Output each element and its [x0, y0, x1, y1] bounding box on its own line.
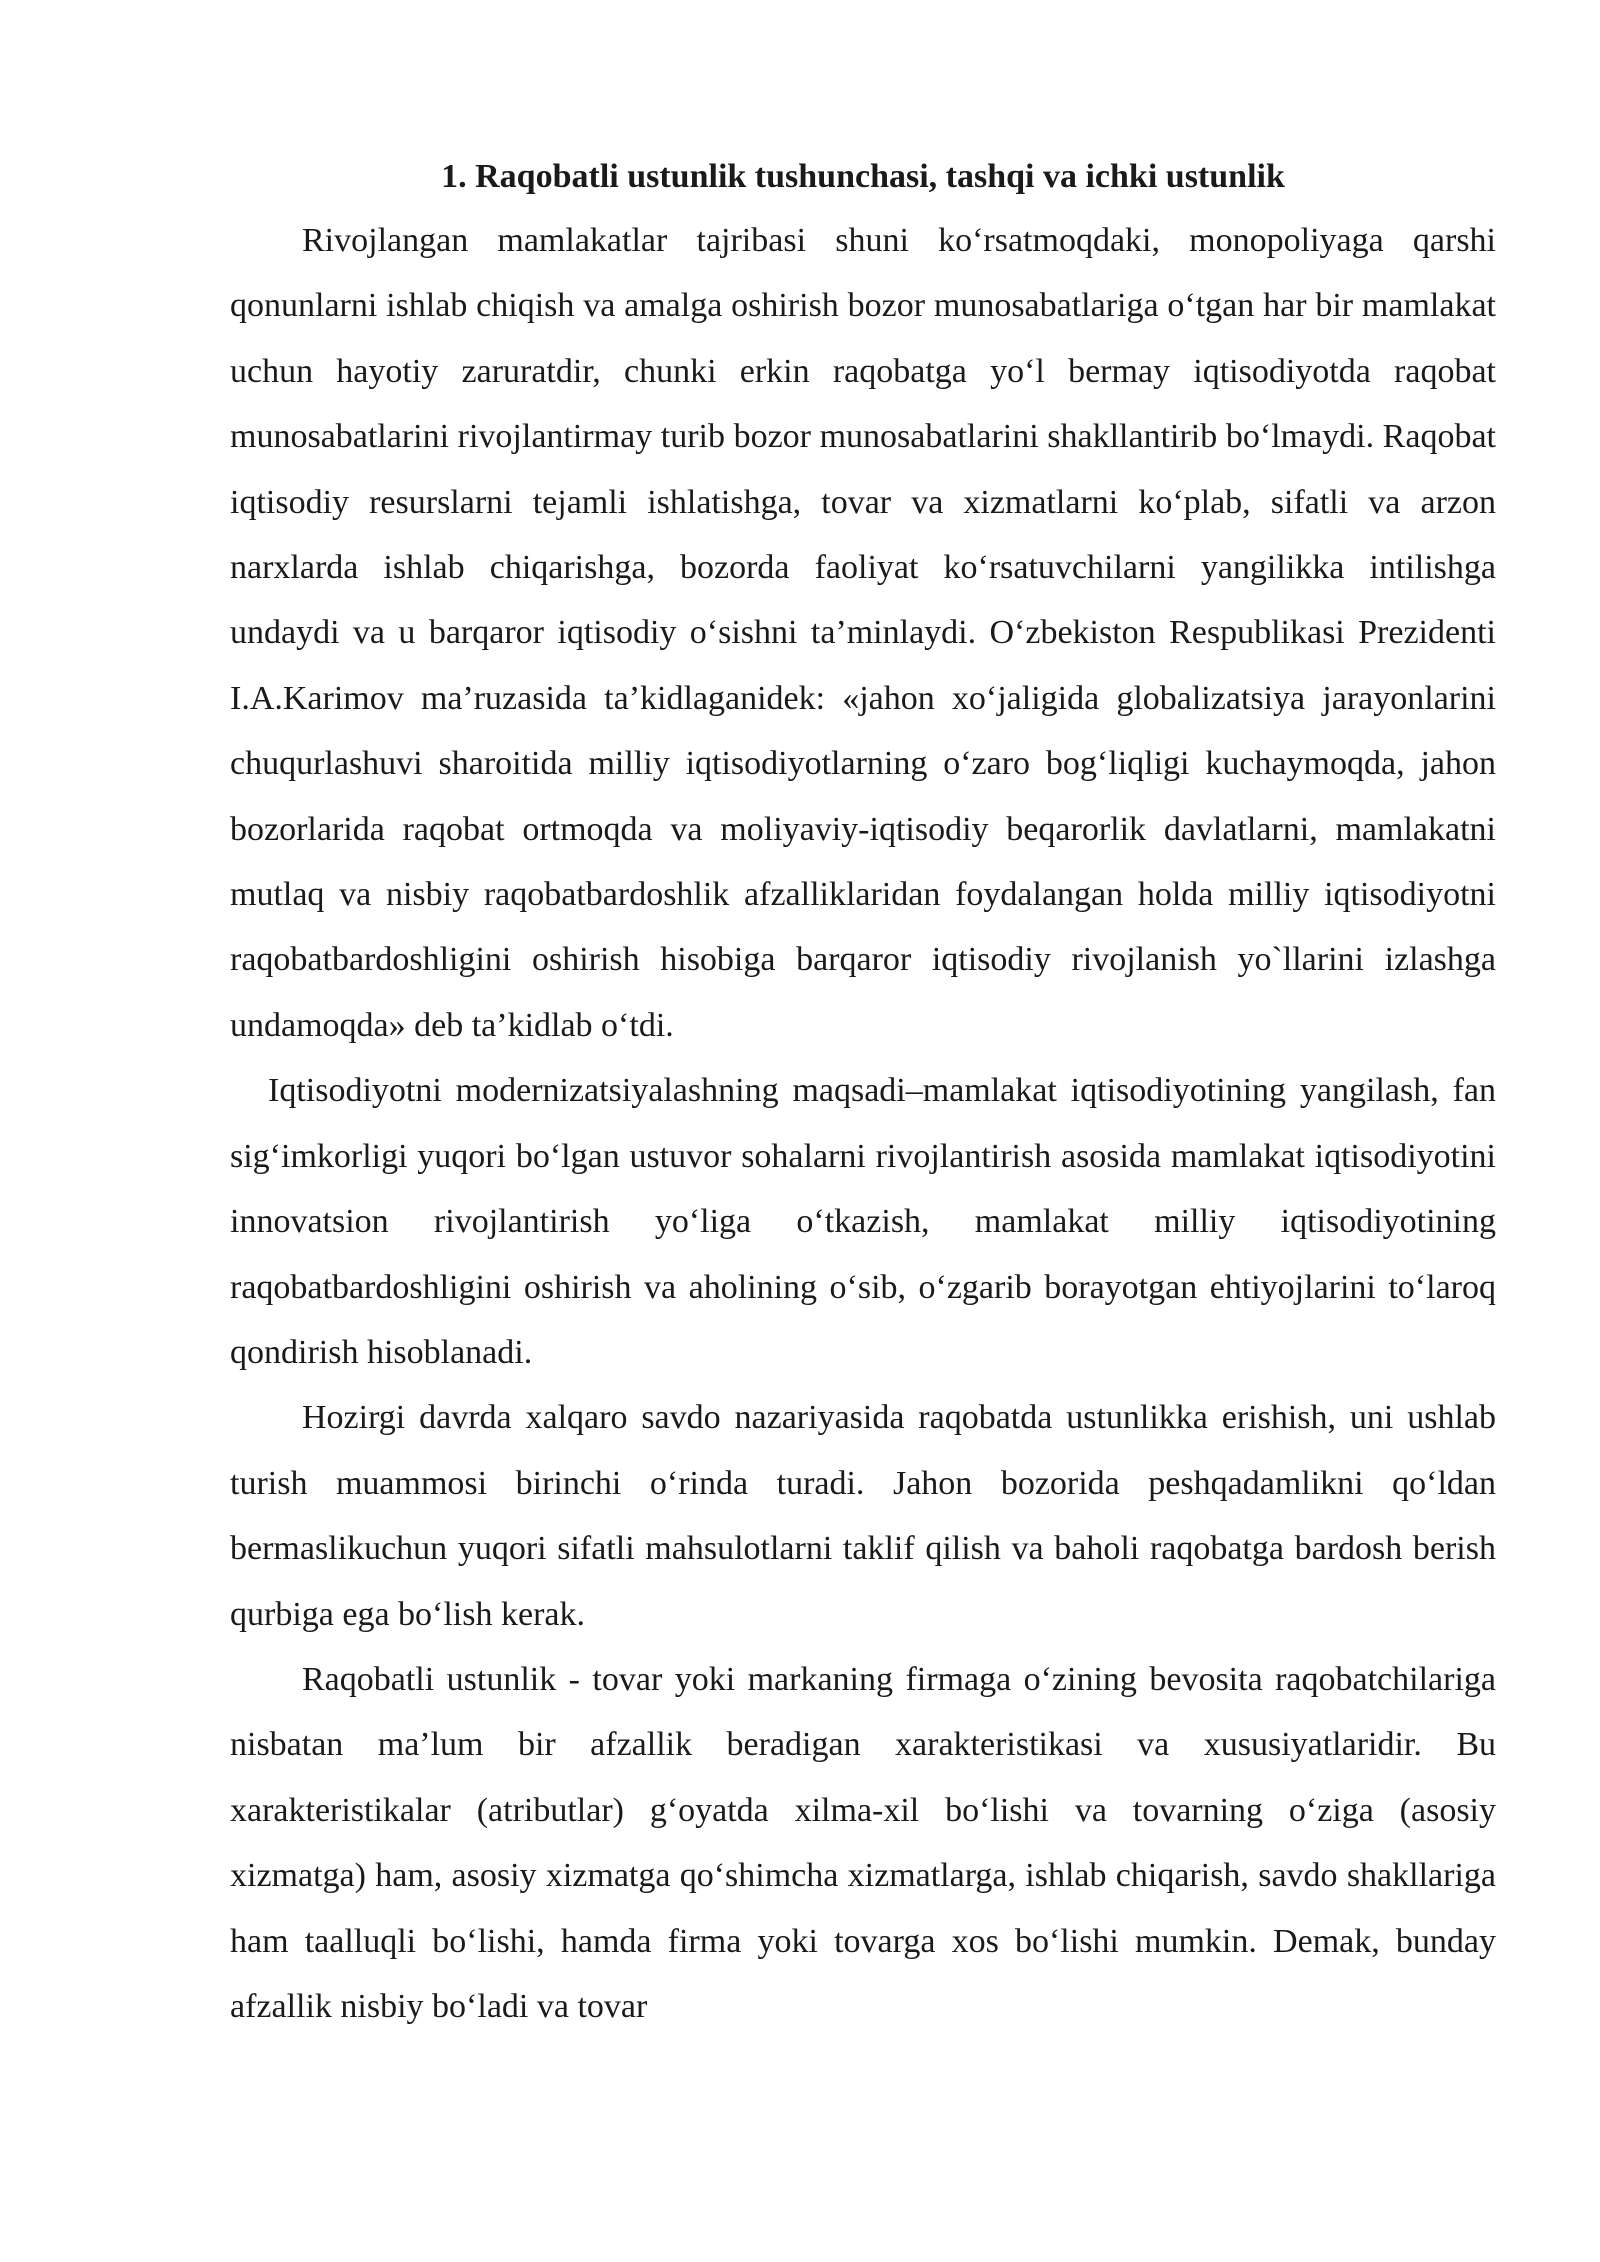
paragraph-4: Raqobatli ustunlik - tovar yoki markaning firmaga o‘zining bevosita raqobatchilariga nisbatan ma’lum bir afzallik beradigan xarakteristikasi va xususiyatlaridir. Bu xarakteristikalar (atributlar) g‘oyatda xilma-xil bo‘lishi va tovarning o‘ziga (asosiy xizmatga) ham, asosiy xizmatga qo‘shimcha xizmatlarga, ishlab chiqarish, savdo shakllariga ham taalluqli bo‘lishi, hamda firma yoki tovarga xos bo‘lishi mumkin. Demak, bunday afzallik nisbiy bo‘ladi va tovar — [230, 1660, 1496, 2025]
section-title: 1. Raqobatli ustunlik tushunchasi, tashqi va ichki ustunlik — [441, 158, 1285, 195]
document-page — [230, 148, 1496, 2039]
paragraph-1: Rivojlangan mamlakatlar tajribasi shuni ko‘rsatmoqdaki, monopoliyaga qarshi qonunlarni ishlab chiqish va amalga oshirish bozor munosabatlariga o‘tgan har bir mamlakat uchun hayotiy zaruratdir, chunki erkin raqobatga yo‘l bermay iqtisodiyotda raqobat munosabatlarini rivojlantirmay turib bozor munosabatlarini shakllantirib bo‘lmaydi. Raqobat iqtisodiy resurslarni tejamli ishlatishga, tovar va xizmatlarni ko‘plab, sifatli va arzon narxlarda ishlab chiqarishga, bozorda faoliyat ko‘rsatuvchilarni yangilikka intilishga undaydi va u barqaror iqtisodiy o‘sishni ta’minlaydi. O‘zbekiston Respublikasi Prezidenti I.A.Karimov ma’ruzasida ta’kidlaganidek: «jahon xo‘jaligida globalizatsiya jarayonlarini chuqurlashuvi sharoitida milliy iqtisodiyotlarning o‘zaro bog‘liqligi kuchaymoqda, jahon bozorlarida raqobat ortmoqda va moliyaviy-iqtisodiy beqarorlik davlatlarni, mamlakatni mutlaq va nisbiy raqobatbardoshlik afzalliklaridan foydalangan holda milliy iqtisodiyotni raqobatbardoshligini oshirish hisobiga barqaror iqtisodiy rivojlanish yo`llarini izlashga undamoqda» deb ta’kidlab o‘tdi. — [230, 222, 1496, 1044]
paragraph-3: Hozirgi davrda xalqaro savdo nazariyasida raqobatda ustunlikka erishish, uni ushlab turish muammosi birinchi o‘rinda turadi. Jahon bozorida peshqadamlikni qo‘ldan bermaslikuchun yuqori sifatli mahsulotlarni taklif qilish va baholi raqobatga bardosh berish qurbiga ega bo‘lish kerak. — [230, 1399, 1496, 1633]
paragraph-2: Iqtisodiyotni modernizatsiyalashning maqsadi–mamlakat iqtisodiyotining yangilash, fan sig‘imkorligi yuqori bo‘lgan ustuvor sohalarni rivojlantirish asosida mamlakat iqtisodiyotini innovatsion rivojlantirish yo‘liga o‘tkazish, mamlakat milliy iqtisodiyotining raqobatbardoshligini oshirish va aholining o‘sib, o‘zgarib borayotgan ehtiyojlarini to‘laroq qondirish hisoblanadi. — [230, 1072, 1496, 1371]
